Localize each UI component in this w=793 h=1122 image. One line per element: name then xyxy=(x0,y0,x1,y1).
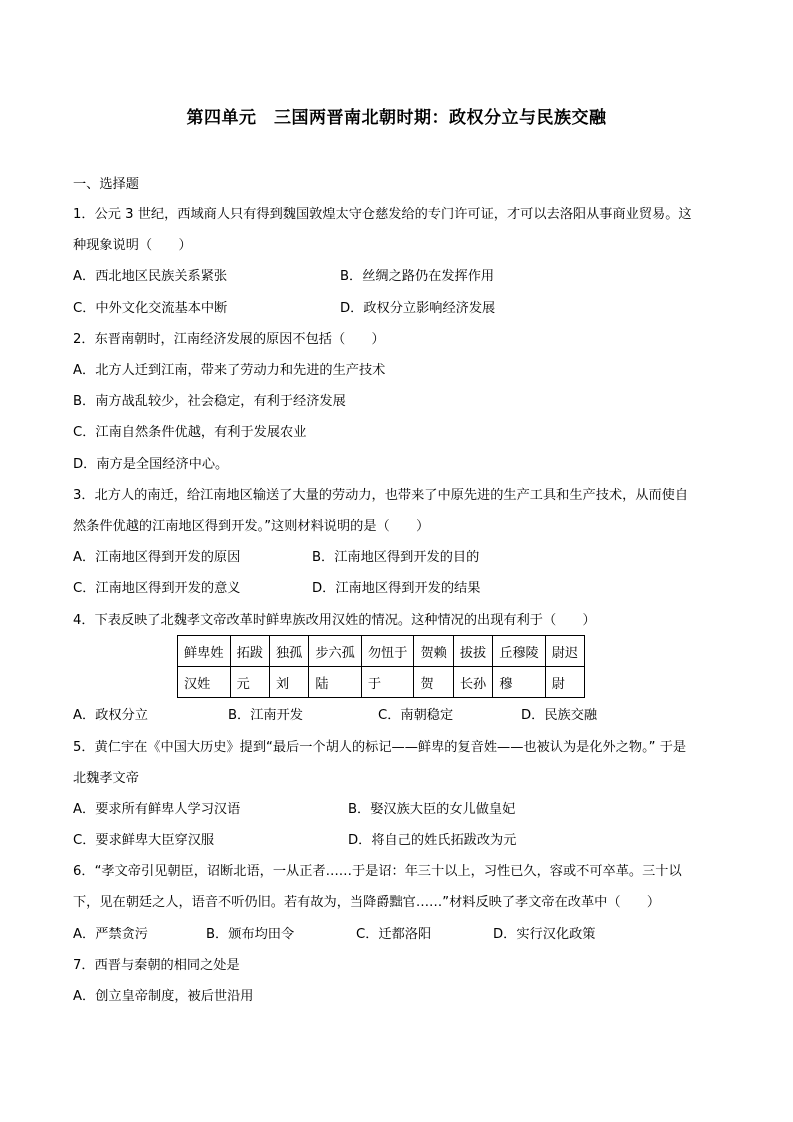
section-heading: 一、选择题 xyxy=(73,177,139,192)
q1-option-b: B．丝绸之路仍在发挥作用 xyxy=(340,269,495,284)
table-cell: 勿忸于 xyxy=(361,636,414,667)
q6-option-d: D．实行汉化政策 xyxy=(493,927,596,942)
q4-option-a: A．政权分立 xyxy=(73,708,148,723)
q7-stem: 7．西晋与秦朝的相同之处是 xyxy=(73,958,240,973)
table-cell: 陆 xyxy=(309,667,362,698)
table-cell: 于 xyxy=(361,667,414,698)
q4-option-b: B．江南开发 xyxy=(228,708,303,723)
q3-option-d: D．江南地区得到开发的结果 xyxy=(312,581,481,596)
q6-stem-line1: 6．“孝文帝引见朝臣，诏断北语，一从正者……于是诏：年三十以上，习性已久，容或不可卒革。三十以 xyxy=(73,864,682,879)
table-cell: 汉姓 xyxy=(178,667,231,698)
table-cell: 贺 xyxy=(414,667,453,698)
table-cell: 长孙 xyxy=(453,667,492,698)
table-cell: 步六孤 xyxy=(309,636,362,667)
q2-option-c: C．江南自然条件优越，有利于发展农业 xyxy=(73,425,307,440)
table-cell: 拓跋 xyxy=(230,636,269,667)
q2-option-b: B．南方战乱较少，社会稳定，有利于经济发展 xyxy=(73,394,346,409)
q5-stem-line2: 北魏孝文帝 xyxy=(73,771,139,786)
table-cell: 穆 xyxy=(493,667,546,698)
q3-option-a: A．江南地区得到开发的原因 xyxy=(73,550,241,565)
q6-stem-line2: 下，见在朝廷之人，语音不听仍旧。若有故为，当降爵黜官……”材料反映了孝文帝在改革中（ ） xyxy=(73,895,661,910)
q6-option-a: A．严禁贪污 xyxy=(73,927,148,942)
table-cell: 尉 xyxy=(545,667,584,698)
q1-stem-line1: 1．公元 3 世纪，西域商人只有得到魏国敦煌太守仓慈发给的专门许可证，才可以去洛阳从事商业贸易。这 xyxy=(73,207,692,222)
q4-option-c: C．南朝稳定 xyxy=(378,708,454,723)
q6-option-b: B．颁布均田令 xyxy=(206,927,295,942)
surname-table xyxy=(177,635,585,698)
table-cell: 鲜卑姓 xyxy=(178,636,231,667)
q5-option-a: A．要求所有鲜卑人学习汉语 xyxy=(73,802,241,817)
q3-option-c: C．江南地区得到开发的意义 xyxy=(73,581,241,596)
q1-option-a: A．西北地区民族关系紧张 xyxy=(73,269,228,284)
q3-option-b: B．江南地区得到开发的目的 xyxy=(312,550,480,565)
q3-stem-line2: 然条件优越的江南地区得到开发。”这则材料说明的是（ ） xyxy=(73,519,430,534)
table-cell: 丘穆陵 xyxy=(493,636,546,667)
q5-stem-line1: 5．黄仁宇在《中国大历史》提到“最后一个胡人的标记——鲜卑的复音姓——也被认为是化外之物。” 于是 xyxy=(73,740,687,755)
table-cell: 尉迟 xyxy=(545,636,584,667)
q2-option-d: D．南方是全国经济中心。 xyxy=(73,457,229,472)
table-cell: 贺赖 xyxy=(414,636,453,667)
table-cell: 拔拔 xyxy=(453,636,492,667)
table-row xyxy=(178,636,585,667)
q5-option-b: B．娶汉族大臣的女儿做皇妃 xyxy=(348,802,516,817)
q7-option-a: A．创立皇帝制度，被后世沿用 xyxy=(73,989,254,1004)
q1-option-d: D．政权分立影响经济发展 xyxy=(340,301,496,316)
q1-stem-line2: 种现象说明（ ） xyxy=(73,238,192,253)
q5-option-c: C．要求鲜卑大臣穿汉服 xyxy=(73,833,215,848)
q5-option-d: D．将自己的姓氏拓跋改为元 xyxy=(348,833,517,848)
q4-option-d: D．民族交融 xyxy=(521,708,598,723)
q2-option-a: A．北方人迁到江南，带来了劳动力和先进的生产技术 xyxy=(73,363,386,378)
q2-stem: 2．东晋南朝时，江南经济发展的原因不包括（ ） xyxy=(73,332,385,347)
q1-option-c: C．中外文化交流基本中断 xyxy=(73,301,228,316)
table-cell: 独孤 xyxy=(269,636,308,667)
q6-option-c: C．迁都洛阳 xyxy=(356,927,432,942)
q3-stem-line1: 3．北方人的南迁，给江南地区输送了大量的劳动力，也带来了中原先进的生产工具和生产技术，从而使自 xyxy=(73,488,689,503)
table-row xyxy=(178,667,585,698)
table-cell: 刘 xyxy=(269,667,308,698)
table-cell: 元 xyxy=(230,667,269,698)
page-title: 第四单元 三国两晋南北朝时期：政权分立与民族交融 xyxy=(186,108,607,128)
q4-stem: 4．下表反映了北魏孝文帝改革时鲜卑族改用汉姓的情况。这种情况的出现有利于（ ） xyxy=(73,613,596,628)
